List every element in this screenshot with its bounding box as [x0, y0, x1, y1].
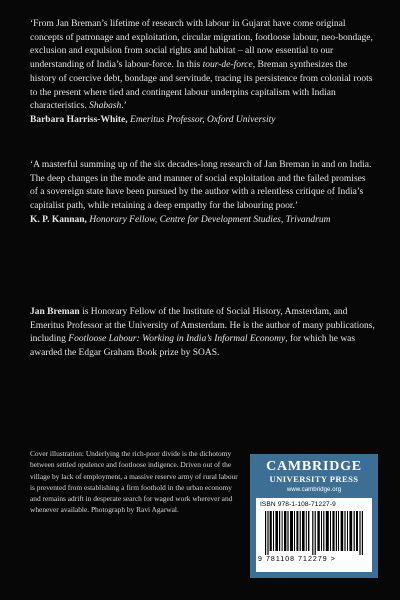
quote-1-text-c: .’	[121, 101, 127, 112]
publisher-url: www.cambridge.org	[286, 486, 342, 493]
quote-1-author: Barbara Harriss-White,	[30, 114, 128, 125]
quote-1-emphasis-1: tour-de-force	[202, 60, 253, 71]
author-bio-text-b: , for which he was awarded the Edgar Graham Book prize by SOAS.	[30, 334, 356, 359]
author-bio-text	[30, 306, 375, 361]
quote-1-attribution	[30, 114, 375, 128]
publisher-logo	[256, 459, 372, 497]
cover-illustration-caption	[30, 448, 238, 516]
quote-2-affiliation: Honorary Fellow, Centre for Development Studies, Trivandrum	[89, 214, 331, 225]
quote-2-author: K. P. Kannan,	[30, 214, 87, 225]
endorsement-quote-2	[30, 159, 375, 228]
quote-1-emphasis-2: Shabash	[89, 101, 122, 112]
endorsement-quote-1	[30, 18, 375, 128]
author-bio-text-a: is Honorary Fellow of the Institute of Social History, Amsterdam, and Emeritus Professor at the University of Amsterdam. He is the author of many publications, including	[30, 307, 375, 345]
publisher-block	[250, 454, 378, 578]
barcode-panel	[256, 498, 372, 572]
quote-1-body	[30, 18, 375, 114]
quote-2-attribution	[30, 214, 375, 228]
quote-1-text-b: , Breman synthesizes the history of coercive debt, bondage and servitude, tracing its persistence from colonial roots to the present where tied and contingent labour underpins capitalism with Indian characteristics.	[30, 60, 373, 112]
author-name: Jan Breman	[30, 307, 80, 317]
quote-1-affiliation: Emeritus Professor, Oxford University	[130, 114, 276, 125]
caption-text: Cover illustration: Underlying the rich-poor divide is the dichotomy between settled opulence and footloose indigence. Driven out of the village by lack of employment, a massive reserve army of rural labour is prevented from establishing a firm foothold in the urban economy and remains adrift in desperate search for waged work wherever and whenever available. Photograph by Ravi Agarwal.	[30, 449, 238, 515]
barcode-icon	[265, 511, 363, 555]
quote-1-text-a: ‘From Jan Breman’s lifetime of research with labour in Gujarat have come original concepts of patronage and exploitation, circular migration, footloose labour, neo-bondage, exclusion and expulsion from social rights and habitat – all now essential to our understanding of India’s labour-force. In this	[30, 19, 373, 71]
barcode-digits: 9 781108 712279 >	[258, 556, 336, 563]
quote-2-body: ‘A masterful summing up of the six decades-long research of Jan Breman in and on India. The deep changes in the mode and manner of social exploitation and the failed promises of a sovereign state have been pursued by the author with a relentless critique of India’s capitalist path, while retaining a deep empathy for the labouring poor.’	[30, 160, 372, 212]
author-bio	[30, 306, 375, 361]
author-book-title: Footloose Labour: Working in India’s Informal Economy	[68, 334, 286, 345]
isbn-label: ISBN 978-1-108-71227-9	[260, 501, 336, 508]
publisher-name: CAMBRIDGE	[266, 459, 362, 474]
publisher-press: UNIVERSITY PRESS	[269, 474, 359, 484]
